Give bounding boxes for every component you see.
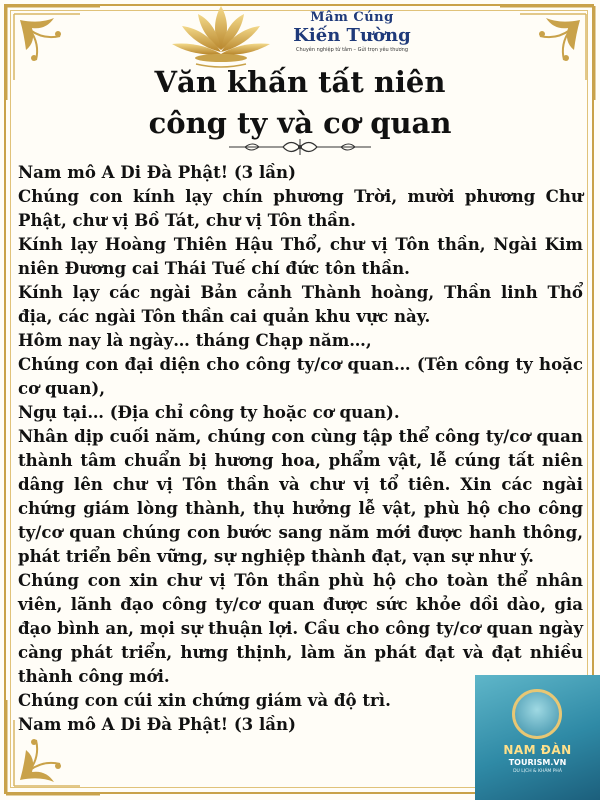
corner-ornament-icon xyxy=(490,0,600,110)
paragraph: Ngụ tại… (Địa chỉ công ty hoặc cơ quan). xyxy=(18,402,400,422)
logo-name: NAM ĐÀN xyxy=(503,743,572,757)
paragraph: Chúng con kính lạy chín phương Trời, mười phương Chư Phật, chư vị Bồ Tát, chư vị Tôn thần. xyxy=(18,186,583,230)
paragraph: Kính lạy các ngài Bản cảnh Thành hoàng, Thần linh Thổ địa, các ngài Tôn thần cai quản khu vực này. xyxy=(18,282,583,326)
watermark-logo xyxy=(475,675,600,800)
paragraph: Kính lạy Hoàng Thiên Hậu Thổ, chư vị Tôn thần, Ngài Kim niên Đương cai Thái Tuế chí đức tôn thần. xyxy=(18,234,583,278)
paragraph: Nhân dịp cuối năm, chúng con cùng tập thể công ty/cơ quan thành tâm chuẩn bị hương hoa, phẩm vật, lễ cúng tất niên dâng lên chư vị Tôn thần và chư vị tổ tiên. Xin các ngài chứng giám lòng thành, thụ hưởng lễ vật, phù hộ cho công ty/cơ quan chúng con bước sang năm mới được hanh thông, phát triển bền vững, sự nghiệp thành đạt, vạn sự như ý. xyxy=(18,426,583,566)
brand-top-text: Mâm Cúng xyxy=(310,10,394,25)
page-title xyxy=(100,62,500,144)
lotus-logo-icon xyxy=(166,0,276,70)
prayer-text xyxy=(18,160,583,736)
title-line-2: công ty và cơ quan xyxy=(148,106,452,140)
brand-tagline: Chuyên nghiệp từ tâm – Gửi trọn yêu thương xyxy=(295,47,408,53)
paragraph: Nam mô A Di Đà Phật! (3 lần) xyxy=(18,162,296,182)
paragraph: Chúng con xin chư vị Tôn thần phù hộ cho toàn thể nhân viên, lãnh đạo công ty/cơ quan được sức khỏe dồi dào, gia đạo bình an, mọi sự thuận lợi. Cầu cho công ty/cơ quan ngày càng phát triển, hưng thịnh, làm ăn phát đạt và đạt nhiều thành công mới. xyxy=(18,570,583,686)
landscape-emblem-icon xyxy=(512,689,562,739)
logo-subtitle: DU LỊCH & KHÁM PHÁ xyxy=(513,769,562,774)
paragraph: Chúng con cúi xin chứng giám và độ trì. xyxy=(18,690,391,710)
brand-name: Kiến Tường xyxy=(293,25,411,46)
paragraph: Nam mô A Di Đà Phật! (3 lần) xyxy=(18,714,296,734)
paragraph: Chúng con đại diện cho công ty/cơ quan… (Tên công ty hoặc cơ quan), xyxy=(18,354,583,398)
brand-block xyxy=(282,10,422,53)
paragraph: Hôm nay là ngày… tháng Chạp năm…, xyxy=(18,330,372,350)
corner-ornament-icon xyxy=(0,0,110,110)
ornament-divider-icon xyxy=(225,136,375,158)
title-line-1: Văn khấn tất niên xyxy=(154,65,446,99)
logo-site: TOURISM.VN xyxy=(508,758,567,767)
